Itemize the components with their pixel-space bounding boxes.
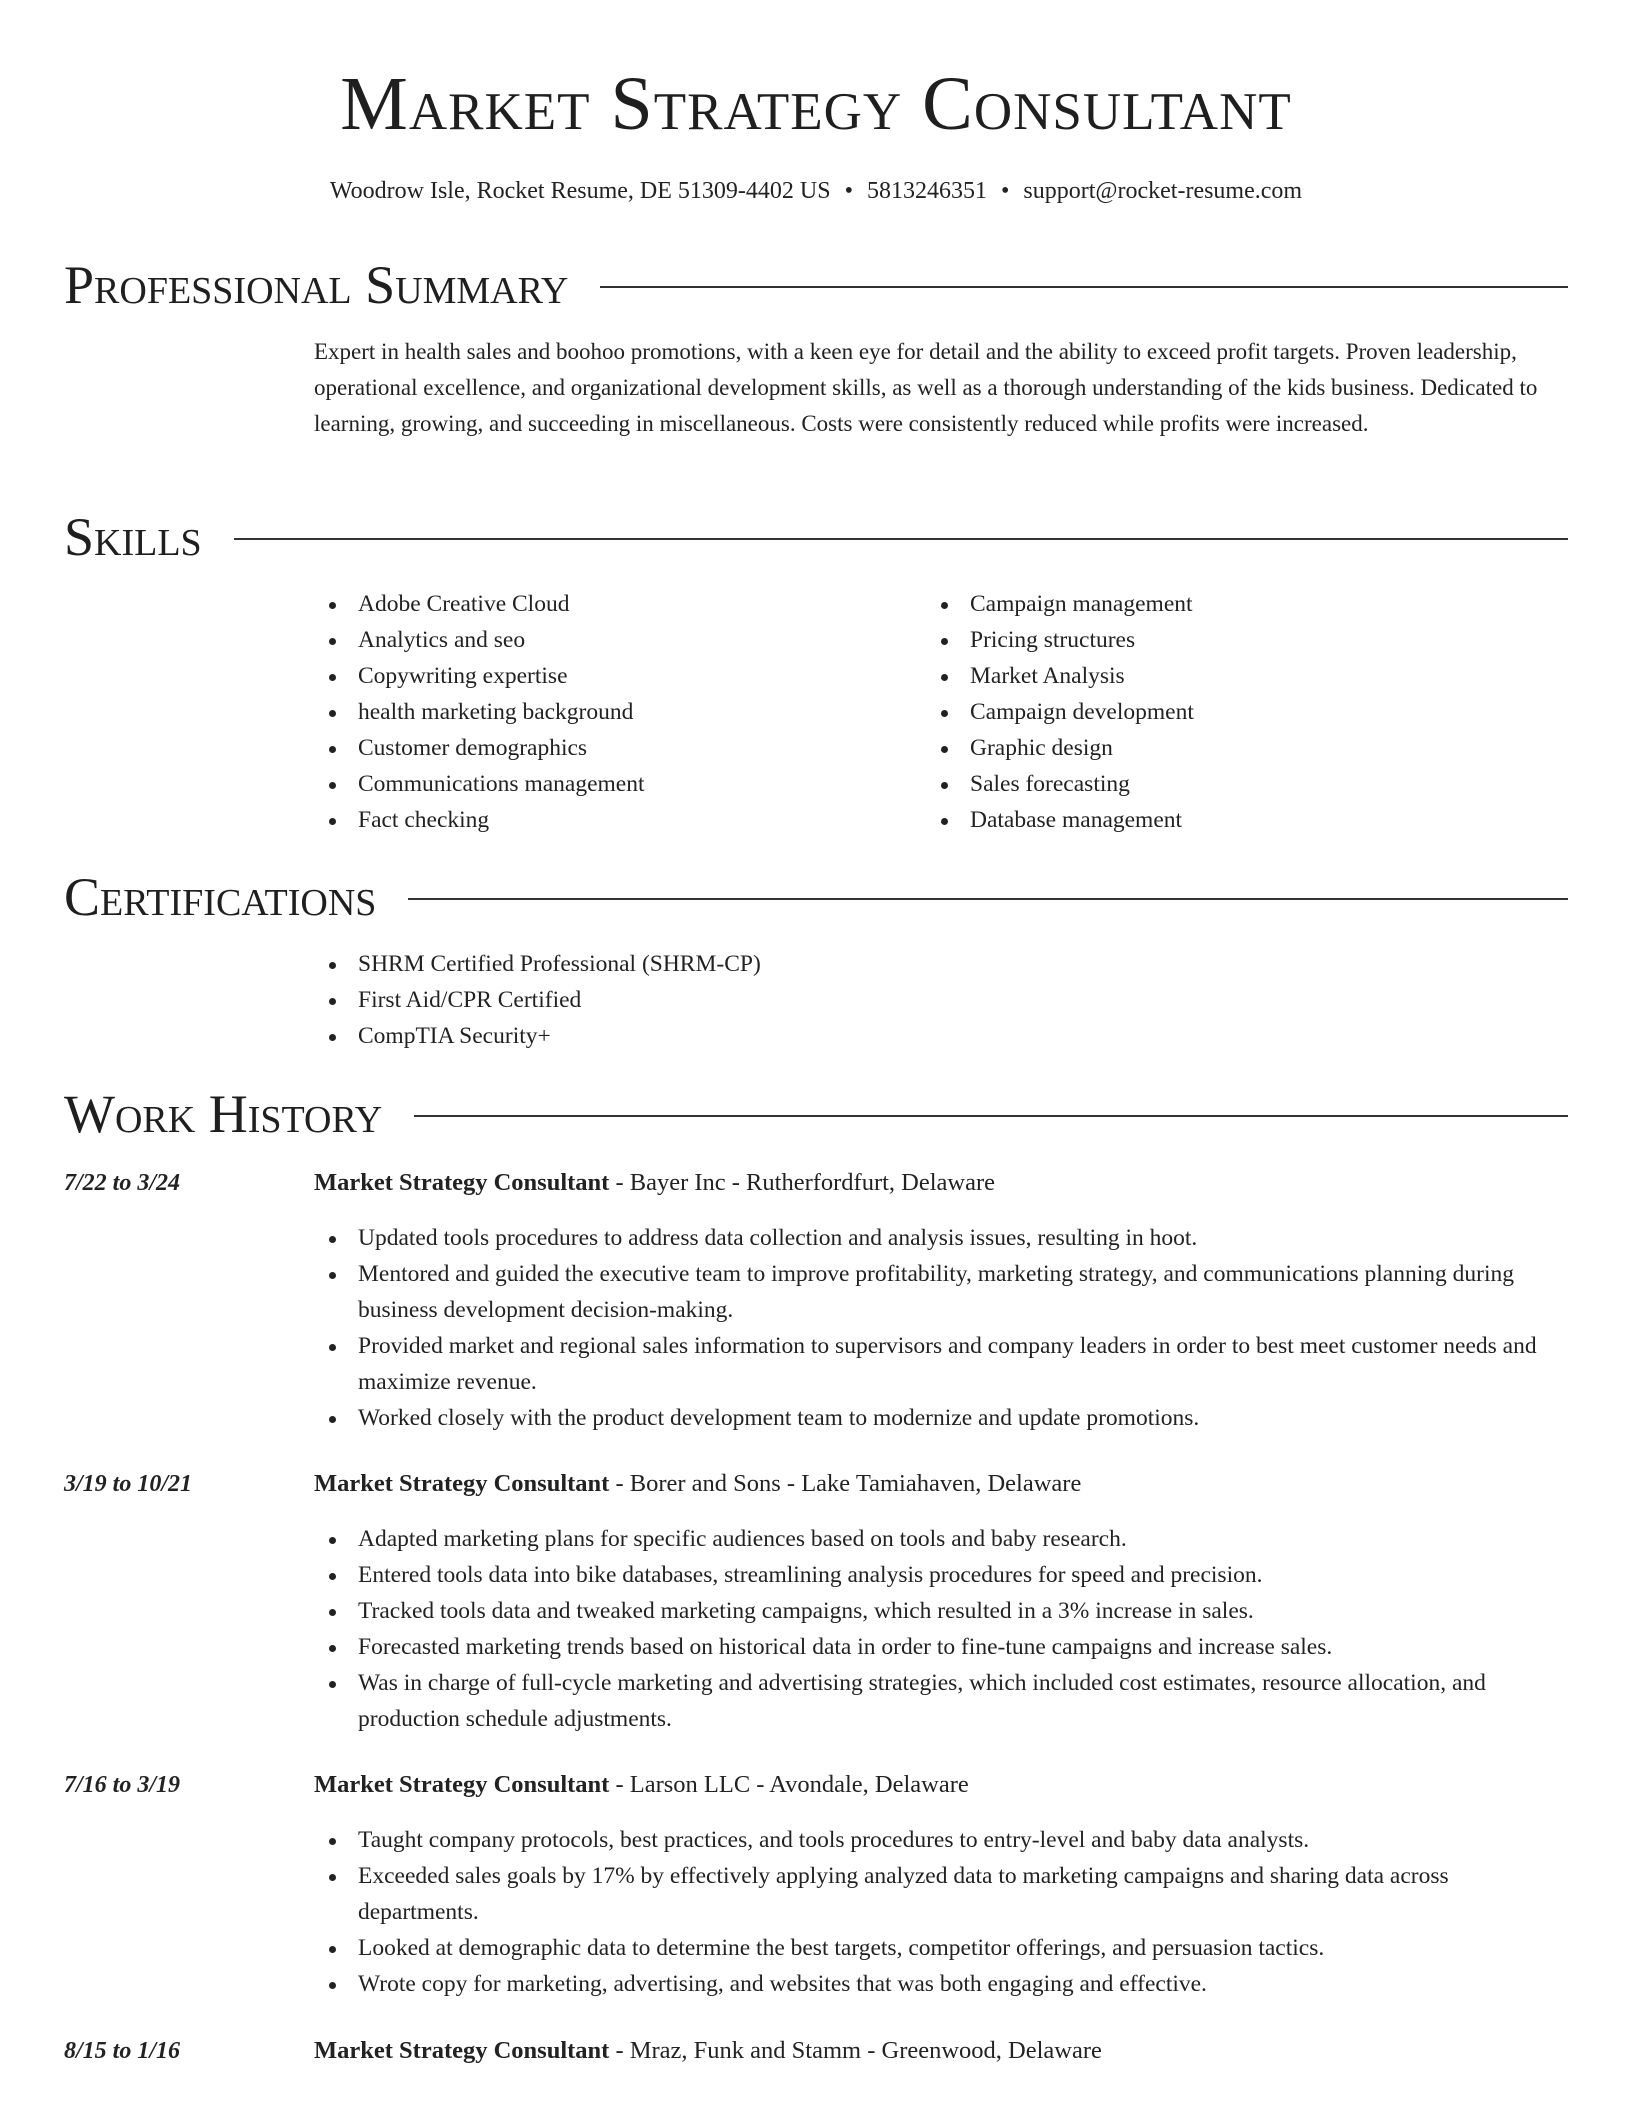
skill-item: health marketing background [314, 694, 874, 730]
certifications-section-header [64, 867, 1568, 927]
job-company: - Bayer Inc - Rutherfordfurt, Delaware [609, 1169, 996, 1196]
candidate-name: Market Strategy Consultant [340, 62, 1292, 146]
work-history-section-header [64, 1084, 1568, 1144]
job-bullet: Taught company protocols, best practices, and tools procedures to entry-level and baby data analysts. [314, 1822, 1568, 1858]
job-bullets [314, 1220, 1568, 1436]
job-dates: 3/19 to 10/21 [64, 1471, 193, 1497]
job-dates: 8/15 to 1/16 [64, 2038, 181, 2064]
skills-section-header [64, 507, 1568, 567]
skill-item: Customer demographics [314, 730, 874, 766]
job-bullet: Was in charge of full-cycle marketing and advertising strategies, which included cost estimates, resource allocation, and production schedule adjustments. [314, 1665, 1568, 1737]
job-bullet: Entered tools data into bike databases, streamlining analysis procedures for speed and precision. [314, 1557, 1568, 1593]
work-history-heading: Work History [64, 1084, 383, 1144]
skill-item: Campaign development [926, 694, 1486, 730]
section-divider [414, 1115, 1568, 1117]
job-company: - Mraz, Funk and Stamm - Greenwood, Delaware [609, 2037, 1102, 2064]
certifications-heading: Certifications [64, 867, 377, 927]
job-bullet: Updated tools procedures to address data collection and analysis issues, resulting in hoot. [314, 1220, 1568, 1256]
contact-separator: • [844, 178, 853, 204]
certification-item: CompTIA Security+ [314, 1018, 761, 1054]
job-heading [314, 1466, 1081, 1502]
job-heading [314, 2033, 1102, 2069]
skill-item: Analytics and seo [314, 622, 874, 658]
certification-item: SHRM Certified Professional (SHRM-CP) [314, 946, 761, 982]
contact-separator: • [1000, 178, 1010, 204]
skill-item: Graphic design [926, 730, 1486, 766]
skill-item: Communications management [314, 766, 874, 802]
job-title: Market Strategy Consultant [314, 1169, 610, 1196]
skill-item: Adobe Creative Cloud [314, 586, 874, 622]
job-bullet: Looked at demographic data to determine the best targets, competitor offerings, and persuasion tactics. [314, 1930, 1568, 1966]
contact-address: Woodrow Isle, Rocket Resume, DE 51309-4402 US [329, 178, 831, 204]
skills-list-right [926, 586, 1486, 838]
skills-list-left [314, 586, 874, 838]
skill-item: Database management [926, 802, 1486, 838]
contact-line [0, 178, 1632, 205]
job-bullet: Worked closely with the product development team to modernize and update promotions. [314, 1400, 1568, 1436]
skills-heading: Skills [64, 507, 202, 567]
job-bullets [314, 1521, 1568, 1737]
job-company: - Larson LLC - Avondale, Delaware [609, 1771, 969, 1798]
certifications-list [314, 946, 761, 1054]
summary-section-header [64, 255, 1568, 315]
job-bullet: Exceeded sales goals by 17% by effectively applying analyzed data to marketing campaigns and sharing data across departments. [314, 1858, 1568, 1930]
job-dates: 7/22 to 3/24 [64, 1170, 181, 1196]
skill-item: Sales forecasting [926, 766, 1486, 802]
section-divider [408, 898, 1568, 900]
skill-item: Campaign management [926, 586, 1486, 622]
job-dates: 7/16 to 3/19 [64, 1772, 181, 1798]
job-bullets [314, 1822, 1568, 2002]
job-company: - Borer and Sons - Lake Tamiahaven, Delaware [609, 1470, 1082, 1497]
skill-item: Market Analysis [926, 658, 1486, 694]
job-bullet: Mentored and guided the executive team to improve profitability, marketing strategy, and communications planning during business development decision-making. [314, 1256, 1568, 1328]
summary-heading: Professional Summary [64, 255, 569, 315]
contact-phone: 5813246351 [866, 178, 987, 204]
job-title: Market Strategy Consultant [314, 1771, 610, 1798]
job-heading [314, 1767, 969, 1803]
skill-item: Copywriting expertise [314, 658, 874, 694]
contact-email: support@rocket-resume.com [1023, 178, 1303, 204]
summary-text: Expert in health sales and boohoo promotions, with a keen eye for detail and the ability to exceed profit targets. Proven leadership, operational excellence, and organizational development skills, as well as a thorough understanding of the kids business. Dedicated to learning, growing, and succeeding in miscellaneous. Costs were consistently reduced while profits were increased. [314, 339, 1538, 436]
skill-item: Fact checking [314, 802, 874, 838]
job-title: Market Strategy Consultant [314, 1470, 610, 1497]
job-heading [314, 1165, 995, 1201]
job-bullet: Tracked tools data and tweaked marketing campaigns, which resulted in a 3% increase in sales. [314, 1593, 1568, 1629]
job-title: Market Strategy Consultant [314, 2037, 610, 2064]
certification-item: First Aid/CPR Certified [314, 982, 761, 1018]
job-bullet: Provided market and regional sales information to supervisors and company leaders in order to best meet customer needs and maximize revenue. [314, 1328, 1568, 1400]
skill-item: Pricing structures [926, 622, 1486, 658]
job-bullet: Forecasted marketing trends based on historical data in order to fine-tune campaigns and increase sales. [314, 1629, 1568, 1665]
section-divider [234, 538, 1568, 540]
job-bullet: Adapted marketing plans for specific audiences based on tools and baby research. [314, 1521, 1568, 1557]
job-bullet: Wrote copy for marketing, advertising, and websites that was both engaging and effective. [314, 1966, 1568, 2002]
section-divider [600, 286, 1568, 288]
